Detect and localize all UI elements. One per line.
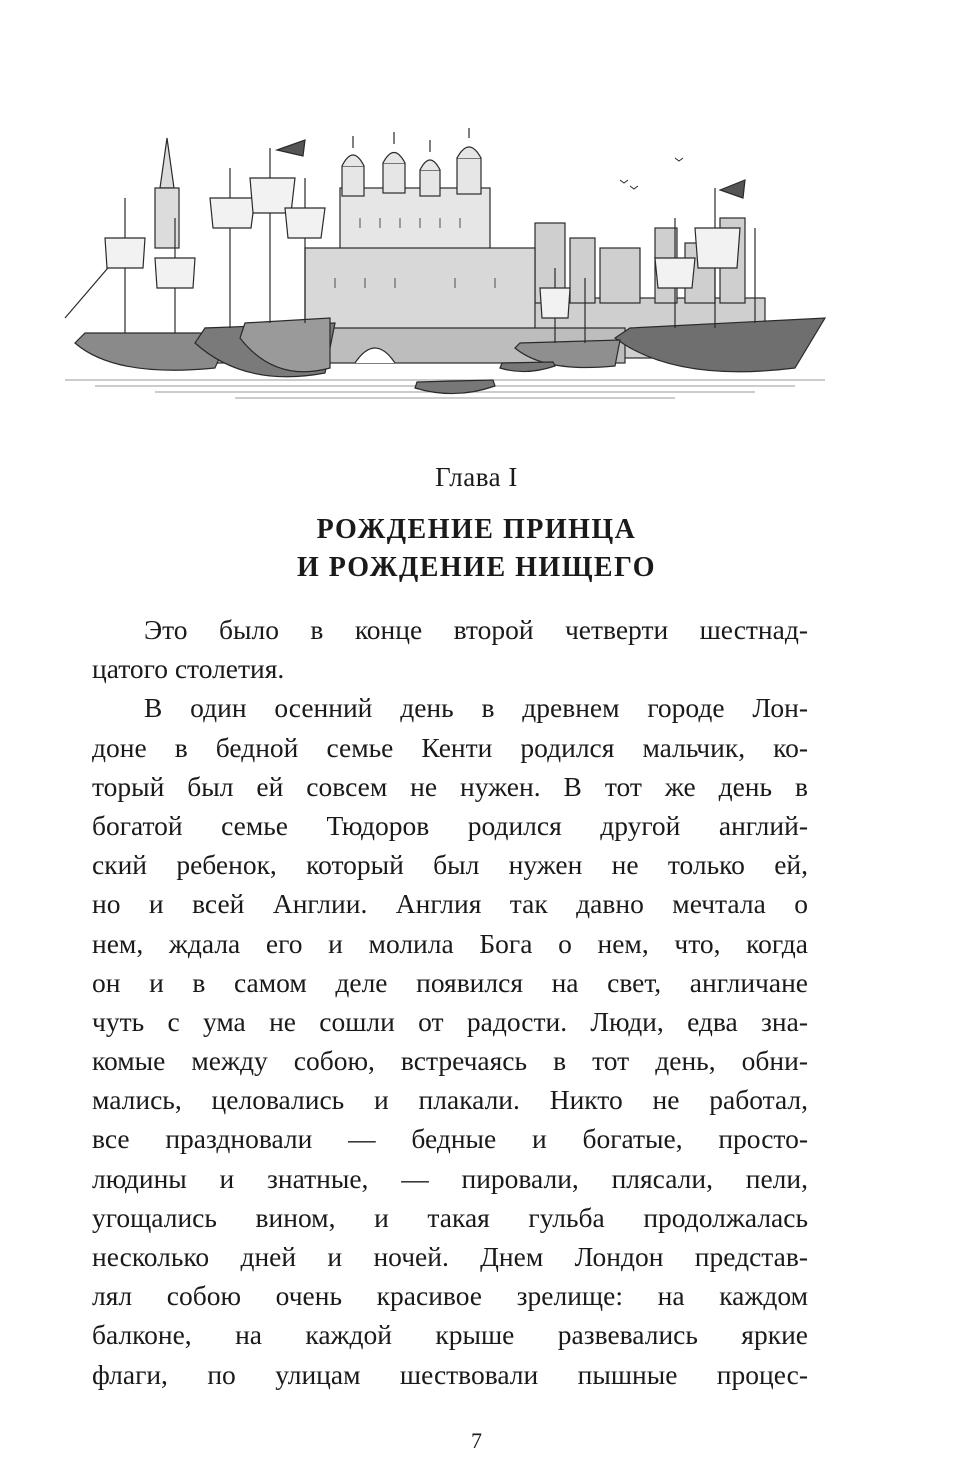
text-line: богатой семье Тюдоров родился другой англий-: [92, 809, 808, 841]
text-line: но и всей Англии. Англия так давно мечтала о: [92, 888, 808, 920]
text-line: он и в самом деле появился на свет, англичане: [92, 966, 808, 998]
chapter-title-line: РОЖДЕНИЕ ПРИНЦА: [316, 514, 637, 545]
text-line: чуть с ума не сошли от радости. Люди, едва зна-: [92, 1005, 808, 1037]
text-line: комые между собою, встречаясь в тот день, обни-: [92, 1045, 808, 1077]
text-line: В один осенний день в древнем городе Лон-: [144, 692, 808, 724]
text-line: ский ребенок, который был нужен не только ей,: [92, 849, 808, 881]
chapter-title-line: И РОЖДЕНИЕ НИЩЕГО: [296, 552, 657, 583]
text-line: цатого столетия.: [92, 653, 285, 685]
text-line: флаги, по улицам шествовали пышные процес-: [92, 1358, 808, 1390]
body-text: [92, 610, 808, 1394]
rowing-boat: [415, 362, 555, 394]
text-line: балконе, на каждой крыше развевались яркие: [92, 1319, 808, 1351]
text-line: Это было в конце второй четверти шестнад-: [144, 614, 808, 645]
text-line: угощались вином, и такая гульба продолжалась: [92, 1201, 808, 1233]
chapter-title: [0, 511, 953, 587]
text-line: несколько дней и ночей. Днем Лондон представ-: [92, 1241, 808, 1272]
birds: [620, 158, 683, 189]
tower-of-london-illustration: [55, 128, 835, 413]
text-line: все праздновали — бедные и богатые, просто-: [92, 1123, 808, 1155]
text-line: мались, целовались и плакали. Никто не работал,: [92, 1084, 808, 1116]
text-line: нем, ждала его и молила Бога о нем, что, когда: [92, 927, 808, 959]
text-line: доне в бедной семье Кенти родился мальчик, ко-: [92, 731, 808, 763]
text-line: торый был ей совсем не нужен. В тот же день в: [92, 770, 808, 802]
chapter-label: Глава I: [435, 462, 518, 492]
white-tower: [305, 128, 535, 338]
page-number: 7: [471, 1428, 482, 1453]
text-line: лял собою очень красивое зрелище: на каждом: [92, 1280, 808, 1312]
text-line: людины и знатные, — пировали, плясали, пели,: [92, 1162, 808, 1194]
